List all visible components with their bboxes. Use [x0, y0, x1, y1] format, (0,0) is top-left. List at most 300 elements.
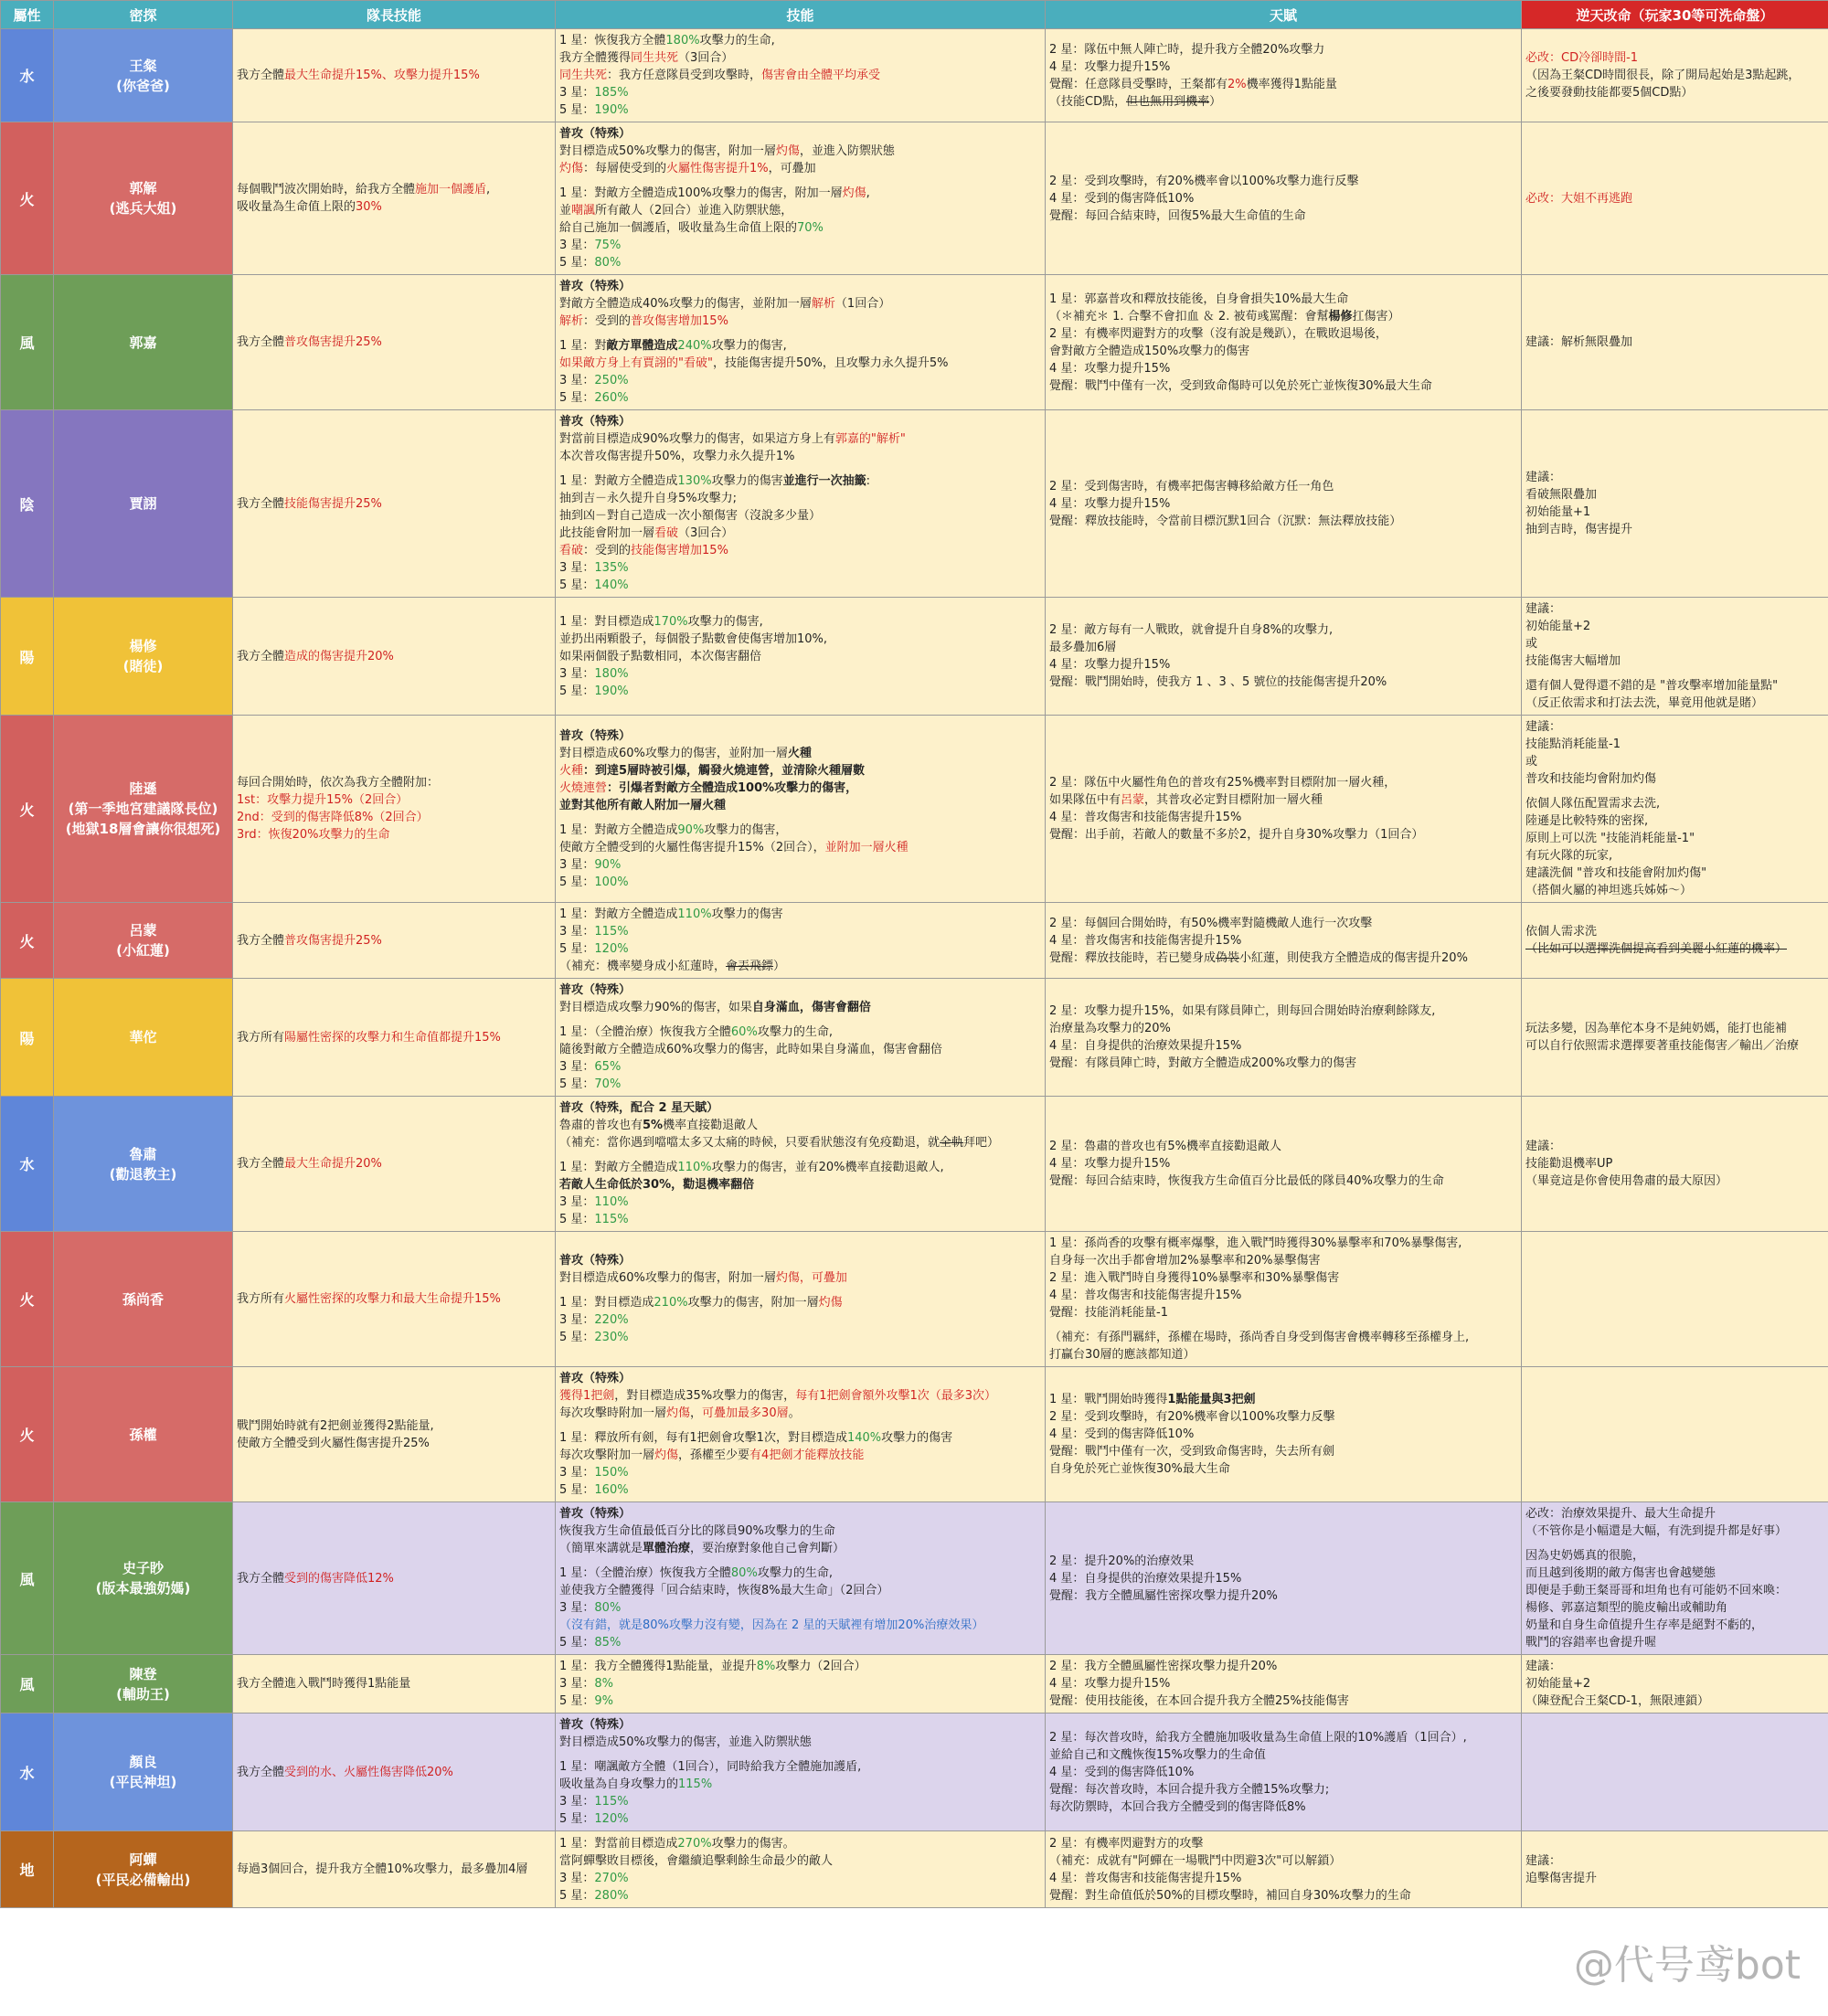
cell-attribute[interactable]: 火	[1, 1367, 54, 1502]
cell-skill[interactable]	[556, 1655, 1046, 1714]
cell-skill[interactable]	[556, 410, 1046, 598]
agent-name: 阿蟬	[129, 1851, 157, 1868]
text-segment: 最大生命提升20%	[284, 1157, 382, 1171]
text-segment: 覺醒：出手前，若敵人的數量不多於2，提升自身30%攻擊力（1回合）	[1049, 828, 1424, 842]
cell-destiny-note[interactable]	[1522, 122, 1828, 275]
text-segment: ,	[486, 183, 491, 196]
cell-talent[interactable]	[1046, 716, 1522, 903]
text-segment: 3 星：	[559, 1313, 595, 1327]
cell-attribute[interactable]: 火	[1, 716, 54, 903]
cell-destiny-note[interactable]	[1522, 716, 1828, 903]
text-line	[559, 430, 1041, 448]
text-line	[237, 495, 551, 513]
text-segment: 覺醒：技能消耗能量-1	[1049, 1306, 1168, 1320]
cell-skill[interactable]	[556, 903, 1046, 979]
cell-leader-skill[interactable]	[233, 1097, 556, 1232]
text-line	[1049, 58, 1517, 76]
text-segment: 所有敵人（2回合）並進入防禦狀態，	[595, 204, 793, 218]
text-segment: ，孫權至少要	[678, 1448, 750, 1462]
cell-destiny-note[interactable]	[1522, 598, 1828, 716]
text-line	[1525, 1565, 1824, 1582]
text-segment: 呂蒙	[1121, 793, 1145, 807]
text-line	[559, 125, 1041, 143]
text-line	[1525, 1540, 1824, 1547]
text-segment: 我方全體獲得	[559, 51, 632, 65]
text-line	[559, 822, 1041, 839]
cell-skill[interactable]	[556, 1714, 1046, 1831]
text-segment: 普攻傷害提升25%	[284, 335, 382, 349]
text-line	[559, 762, 1041, 780]
text-segment: 覺醒：釋放技能時，令當前目標沉默1回合（沉默：無法釋放技能）	[1049, 514, 1402, 528]
text-line	[1525, 618, 1824, 635]
text-segment: 必改：治療效果提升、最大生命提升	[1525, 1507, 1716, 1521]
text-line	[559, 143, 1041, 160]
text-segment: 普攻（特殊）	[559, 1507, 632, 1521]
text-line	[1049, 1408, 1517, 1426]
cell-leader-skill[interactable]	[233, 1655, 556, 1714]
text-segment: 我方所有	[237, 1030, 285, 1045]
cell-destiny-note[interactable]	[1522, 1367, 1828, 1502]
text-line	[1049, 513, 1517, 530]
header-attr[interactable]: 屬性	[1, 1, 54, 29]
text-line	[237, 1290, 551, 1308]
text-line	[559, 202, 1041, 219]
cell-talent[interactable]	[1046, 1097, 1522, 1232]
cell-attribute[interactable]: 水	[1, 1097, 54, 1232]
text-line	[1049, 308, 1517, 325]
cell-skill[interactable]	[556, 716, 1046, 903]
text-line	[559, 84, 1041, 101]
table-row	[1, 29, 1828, 122]
text-segment: 我方全體	[237, 933, 285, 948]
cell-agent-name[interactable]	[54, 122, 233, 275]
text-segment: 給自己施加一個護盾，吸收量為生命值上限的	[559, 221, 798, 235]
text-segment: 110%	[677, 1161, 712, 1174]
text-segment: 2 星：提升20%的治療效果	[1049, 1554, 1195, 1568]
text-line	[559, 1565, 1041, 1582]
text-line	[559, 1329, 1041, 1346]
header-skill[interactable]: 技能	[556, 1, 1046, 29]
text-line	[559, 999, 1041, 1016]
text-segment: 全軌	[940, 1136, 964, 1150]
text-segment: 3 星：	[559, 666, 595, 681]
text-segment: （沒有錯，就是80%攻擊力沒有變，因為在 2 星的天賦裡有增加20%治療效果）	[559, 1618, 984, 1632]
cell-destiny-note[interactable]	[1522, 29, 1828, 122]
text-segment: 最多疊加6層	[1049, 641, 1117, 654]
cell-skill[interactable]	[556, 598, 1046, 716]
text-line	[559, 1269, 1041, 1287]
header-note[interactable]: 逆天改命（玩家30等可洗命盤）	[1522, 1, 1828, 29]
text-line	[1049, 1570, 1517, 1587]
cell-destiny-note[interactable]	[1522, 1655, 1828, 1714]
cell-leader-skill[interactable]	[233, 1831, 556, 1908]
cell-skill[interactable]	[556, 275, 1046, 410]
text-segment: 或	[1525, 755, 1538, 769]
text-line	[237, 826, 551, 844]
cell-leader-skill[interactable]	[233, 1502, 556, 1655]
cell-attribute[interactable]: 火	[1, 122, 54, 275]
text-segment: 攻擊力的傷害	[881, 1431, 953, 1445]
text-segment: 2 星：每次普攻時，給我方全體施加吸收量為生命值上限的10%護盾（1回合）,	[1049, 1730, 1467, 1745]
text-segment: 攻擊力的生命,	[699, 34, 775, 48]
text-segment: 80%	[594, 256, 622, 270]
cell-attribute[interactable]: 陰	[1, 410, 54, 598]
text-line	[559, 1176, 1041, 1194]
agent-name: 孫尚香	[122, 1290, 164, 1308]
text-line	[559, 1252, 1041, 1269]
text-segment: 190%	[594, 684, 629, 698]
text-line	[559, 389, 1041, 407]
text-line	[559, 1870, 1041, 1887]
text-segment: 1點能量與3把劍	[1167, 1393, 1256, 1406]
text-segment: 5%	[643, 1119, 664, 1132]
text-segment: 1 星：戰鬥開始時獲得	[1049, 1393, 1168, 1406]
text-segment: 造成的傷害提升20%	[284, 649, 394, 663]
cell-leader-skill[interactable]	[233, 598, 556, 716]
text-line	[559, 1117, 1041, 1134]
text-line	[1525, 334, 1824, 351]
text-segment: 我方全體	[237, 1765, 285, 1779]
text-segment: 80%	[594, 1601, 622, 1615]
text-segment: 2 星：攻擊力提升15%，如果有隊員陣亡，則每回合開始時治療剩餘隊友,	[1049, 1004, 1436, 1018]
cell-attribute[interactable]: 火	[1, 903, 54, 979]
cell-agent-name[interactable]	[54, 979, 233, 1097]
cell-talent[interactable]	[1046, 1655, 1522, 1714]
text-segment: 5 星：	[559, 1331, 595, 1344]
text-line	[1525, 1617, 1824, 1634]
text-line	[559, 278, 1041, 295]
agent-nickname: (勸退教主)	[109, 1165, 177, 1183]
text-line	[559, 355, 1041, 372]
header-talent[interactable]: 天賦	[1046, 1, 1522, 29]
text-segment: 攻擊力的傷害，	[704, 822, 788, 837]
text-line	[559, 49, 1041, 67]
text-line	[1049, 1781, 1517, 1798]
text-line	[1525, 940, 1824, 958]
text-line	[559, 1675, 1041, 1692]
cell-talent[interactable]	[1046, 410, 1522, 598]
text-line	[237, 1435, 551, 1452]
text-line	[1525, 1692, 1824, 1710]
cell-destiny-note[interactable]	[1522, 1232, 1828, 1367]
cell-talent[interactable]	[1046, 979, 1522, 1097]
cell-attribute[interactable]: 水	[1, 1714, 54, 1831]
cell-attribute[interactable]: 陽	[1, 979, 54, 1097]
text-line	[1049, 377, 1517, 395]
cell-leader-skill[interactable]	[233, 1714, 556, 1831]
text-line	[1049, 1269, 1517, 1287]
text-segment: （1回合）	[834, 297, 891, 311]
text-segment: 5 星：	[559, 684, 595, 698]
text-segment: 火種	[559, 763, 584, 778]
cell-skill[interactable]	[556, 29, 1046, 122]
cell-destiny-note[interactable]	[1522, 1097, 1828, 1232]
text-line	[559, 559, 1041, 577]
text-line	[1049, 1055, 1517, 1072]
text-segment: 120%	[594, 942, 629, 956]
cell-agent-name[interactable]	[54, 1831, 233, 1908]
table-row	[1, 122, 1828, 275]
text-segment: 自身免於死亡並恢復30%最大生命	[1049, 1462, 1230, 1476]
cell-talent[interactable]	[1046, 598, 1522, 716]
cell-destiny-note[interactable]	[1522, 1831, 1828, 1908]
text-line	[1525, 1020, 1824, 1037]
cell-talent[interactable]	[1046, 29, 1522, 122]
text-segment: 1st：攻擊力提升15%（2回合）	[237, 793, 409, 807]
agent-nickname: (輔助王)	[116, 1685, 170, 1703]
text-segment: 220%	[594, 1313, 629, 1327]
text-segment: ，	[690, 1406, 703, 1420]
text-line	[237, 1029, 551, 1046]
cell-talent[interactable]	[1046, 1367, 1522, 1502]
text-segment: 1 星：對	[559, 339, 607, 353]
text-segment: 攻擊力的傷害。	[711, 1836, 795, 1851]
text-segment: 攻擊力的生命,	[757, 1566, 833, 1580]
text-segment: 陽屬性密探的攻擊力和生命值都提升15%	[284, 1030, 501, 1045]
text-segment: ，可疊加	[768, 162, 816, 175]
cell-agent-name[interactable]	[54, 1714, 233, 1831]
cell-leader-skill[interactable]	[233, 122, 556, 275]
text-segment: 110%	[677, 907, 712, 921]
text-line	[237, 198, 551, 216]
cell-destiny-note[interactable]	[1522, 410, 1828, 598]
text-segment: 覺醒：使用技能後，在本回合提升我方全體25%技能傷害	[1049, 1694, 1349, 1708]
text-segment: ，要治療對象他自己會判斷）	[690, 1542, 845, 1555]
text-line	[1525, 882, 1824, 899]
cell-skill[interactable]	[556, 1097, 1046, 1232]
text-line	[559, 940, 1041, 958]
text-segment: 普攻（特殊）	[559, 1254, 632, 1268]
text-segment: 覺醒：釋放技能時，若已變身成	[1049, 950, 1217, 965]
text-line	[1049, 1235, 1517, 1252]
text-segment: 5 星：	[559, 391, 595, 405]
text-segment: 覺醒：我方全體風屬性密探攻擊力提升20%	[1049, 1588, 1278, 1603]
text-segment: 建議：	[1525, 1140, 1562, 1153]
cell-attribute[interactable]: 地	[1, 1831, 54, 1908]
cell-talent[interactable]	[1046, 903, 1522, 979]
text-segment: 4 星：自身提供的治療效果提升15%	[1049, 1571, 1242, 1586]
text-line	[1525, 1582, 1824, 1599]
text-segment: 單體治療	[643, 1542, 691, 1555]
cell-destiny-note[interactable]	[1522, 275, 1828, 410]
cell-leader-skill[interactable]	[233, 410, 556, 598]
cell-talent[interactable]	[1046, 275, 1522, 410]
text-line	[237, 67, 551, 84]
text-segment: 如果隊伍中有	[1049, 793, 1121, 807]
text-line	[1525, 84, 1824, 101]
text-line	[559, 372, 1041, 389]
text-line	[1049, 173, 1517, 190]
text-segment: 魯肅的普攻也有	[559, 1119, 643, 1132]
agent-name: 呂蒙	[129, 922, 157, 939]
text-segment: 看破	[559, 544, 584, 557]
table-row	[1, 1097, 1828, 1232]
cell-destiny-note[interactable]	[1522, 979, 1828, 1097]
cell-agent-name[interactable]	[54, 410, 233, 598]
text-segment: 4 星：普攻傷害和技能傷害提升15%	[1049, 1289, 1242, 1302]
text-segment: 8%	[756, 1660, 776, 1673]
text-segment: 恢復我方生命值最低百分比的隊員90%攻擊力的生命	[559, 1524, 835, 1538]
cell-destiny-note[interactable]	[1522, 903, 1828, 979]
text-segment: 3 星：	[559, 1871, 595, 1885]
cell-attribute[interactable]: 風	[1, 1502, 54, 1655]
text-line	[1049, 1020, 1517, 1037]
table-body	[1, 29, 1828, 1908]
text-line	[1049, 809, 1517, 826]
text-segment: 建議洗個 "普攻和技能會附加灼傷"	[1525, 866, 1707, 880]
text-segment: 必改：大姐不再逃跑	[1525, 191, 1633, 206]
text-segment: 灼傷	[775, 144, 800, 158]
text-line	[237, 791, 551, 809]
text-segment: 攻擊力的傷害,	[687, 614, 763, 629]
cell-leader-skill[interactable]	[233, 1367, 556, 1502]
table-row	[1, 1502, 1828, 1655]
text-segment: 2 星：受到傷害時，有機率把傷害轉移給敵方任一角色	[1049, 479, 1334, 493]
text-segment: 如果敵方身上有賈詡的"看破"	[559, 356, 713, 370]
text-line	[559, 330, 1041, 337]
text-segment: ）	[1209, 94, 1222, 109]
text-line	[559, 613, 1041, 631]
text-segment: 機率獲得1點能量	[1246, 77, 1337, 91]
cell-talent[interactable]	[1046, 1232, 1522, 1367]
table-row	[1, 275, 1828, 410]
text-segment: （搭個火屬的神坦逃兵姊姊～）	[1525, 884, 1693, 897]
text-line	[559, 525, 1041, 542]
text-line	[1049, 1443, 1517, 1460]
text-segment: 4 星：攻擊力提升15%	[1049, 361, 1171, 376]
text-line	[1049, 1172, 1517, 1190]
cell-attribute[interactable]: 風	[1, 275, 54, 410]
text-line	[559, 1751, 1041, 1758]
text-line	[559, 465, 1041, 472]
text-segment: 2 星：受到攻擊時，有20%機率會以100%攻擊力進行反擊	[1049, 174, 1359, 188]
text-segment: 5 星：	[559, 256, 595, 270]
text-line	[1525, 677, 1824, 695]
text-line	[559, 1151, 1041, 1159]
text-segment: 普攻（特殊）	[559, 1372, 632, 1385]
agent-name: 魯肅	[129, 1145, 157, 1162]
text-segment: ，技能傷害提升50%，且攻擊力永久提升5%	[712, 356, 949, 370]
text-segment: 4 星：攻擊力提升15%	[1049, 1157, 1171, 1171]
cell-leader-skill[interactable]	[233, 275, 556, 410]
cell-agent-name[interactable]	[54, 903, 233, 979]
text-line	[559, 313, 1041, 330]
cell-skill[interactable]	[556, 979, 1046, 1097]
cell-skill[interactable]	[556, 122, 1046, 275]
cell-agent-name[interactable]	[54, 29, 233, 122]
text-segment: 灼傷	[666, 1406, 691, 1420]
header-lead[interactable]: 隊長技能	[233, 1, 556, 29]
cell-agent-name[interactable]	[54, 1502, 233, 1655]
text-line	[1525, 847, 1824, 865]
text-segment: 初始能量+1	[1525, 505, 1591, 519]
cell-agent-name[interactable]	[54, 598, 233, 716]
text-line	[1525, 1675, 1824, 1692]
cell-talent[interactable]	[1046, 122, 1522, 275]
text-line	[559, 185, 1041, 202]
text-segment: 對當前目標造成90%攻擊力的傷害，如果這方身上有	[559, 432, 835, 446]
cell-attribute[interactable]: 水	[1, 29, 54, 122]
cell-agent-name[interactable]	[54, 1655, 233, 1714]
cell-agent-name[interactable]	[54, 1367, 233, 1502]
text-segment: 但也無用到機率	[1126, 94, 1210, 109]
cell-attribute[interactable]: 風	[1, 1655, 54, 1714]
cell-agent-name[interactable]	[54, 275, 233, 410]
text-segment: 而且越到後期的敵方傷害也會越變態	[1525, 1566, 1716, 1580]
text-line	[1525, 795, 1824, 812]
text-line	[1049, 1887, 1517, 1905]
cell-attribute[interactable]: 火	[1, 1232, 54, 1367]
text-segment: ：每層使受到的	[583, 162, 667, 175]
cell-skill[interactable]	[556, 1502, 1046, 1655]
text-segment: （比如可以選擇洗個提高看到美麗小紅蓮的機率）	[1525, 942, 1788, 956]
agent-name: 陳登	[129, 1665, 157, 1682]
cell-destiny-note[interactable]	[1522, 1714, 1828, 1831]
cell-talent[interactable]	[1046, 1714, 1522, 1831]
text-segment: 覺醒：戰鬥中僅有一次，受到致命傷害時，失去所有劍	[1049, 1445, 1335, 1459]
text-line	[1049, 478, 1517, 495]
cell-leader-skill[interactable]	[233, 979, 556, 1097]
cell-agent-name[interactable]	[54, 1097, 233, 1232]
cell-skill[interactable]	[556, 1367, 1046, 1502]
text-segment: （＊補充＊ 1. 合擊不會扣血 ＆ 2. 被荀彧罵醒：會幫	[1049, 309, 1329, 324]
text-segment: 依個人需求洗	[1525, 925, 1598, 939]
cell-talent[interactable]	[1046, 1831, 1522, 1908]
text-line	[559, 67, 1041, 84]
header-name[interactable]: 密探	[54, 1, 233, 29]
text-segment: （3回合）	[678, 51, 734, 65]
cell-agent-name[interactable]	[54, 716, 233, 903]
text-segment: 對敵方全體造成40%攻擊力的傷害，並附加一層	[559, 297, 812, 311]
text-line	[559, 745, 1041, 762]
text-segment: 使敵方全體受到火屬性傷害提升25%	[237, 1436, 430, 1450]
text-line	[559, 219, 1041, 237]
text-segment: 我方全體進入戰鬥時獲得1點能量	[237, 1677, 411, 1691]
text-segment: 我方全體	[237, 69, 285, 82]
text-segment: 70%	[594, 1077, 622, 1091]
cell-leader-skill[interactable]	[233, 903, 556, 979]
text-line	[1049, 950, 1517, 967]
text-segment: 覺醒：戰鬥開始時，使我方 1 、3 、5 號位的技能傷害提升20%	[1049, 675, 1387, 689]
text-segment: 初始能量+2	[1525, 620, 1591, 633]
text-line	[559, 1852, 1041, 1870]
text-line	[559, 797, 1041, 814]
agent-name: 楊修	[129, 638, 157, 654]
text-segment: 並對其他所有敵人附加一層火種	[559, 798, 727, 812]
cell-leader-skill[interactable]	[233, 1232, 556, 1367]
text-line	[237, 1764, 551, 1781]
text-line	[1525, 753, 1824, 770]
cell-skill[interactable]	[556, 1831, 1046, 1908]
text-segment: 5 星：	[559, 103, 595, 117]
cell-attribute[interactable]: 陽	[1, 598, 54, 716]
cell-talent[interactable]	[1046, 1502, 1522, 1655]
text-segment: 5 星：	[559, 1694, 595, 1708]
text-segment: 85%	[594, 1636, 622, 1650]
cell-leader-skill[interactable]	[233, 29, 556, 122]
cell-agent-name[interactable]	[54, 1232, 233, 1367]
cell-skill[interactable]	[556, 1232, 1046, 1367]
cell-destiny-note[interactable]	[1522, 1502, 1828, 1655]
text-line	[1049, 1252, 1517, 1269]
text-line	[559, 1557, 1041, 1565]
text-segment: 建議：	[1525, 1660, 1562, 1673]
text-line	[1049, 1798, 1517, 1816]
text-line	[1049, 1692, 1517, 1710]
cell-leader-skill[interactable]	[233, 716, 556, 903]
text-segment: 建議：	[1525, 1853, 1562, 1868]
text-segment: 2%	[1228, 77, 1247, 91]
